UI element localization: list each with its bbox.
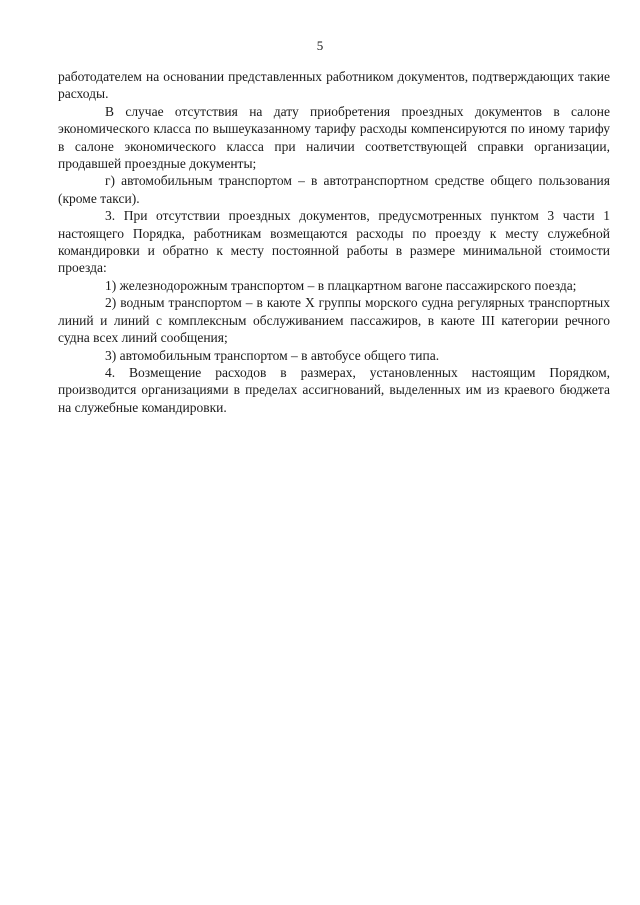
- paragraph-item-2-water: 2) водным транспортом – в каюте X группы морского судна регулярных транспортных линий и линий с комплексным обслуживанием пассажиров, в каюте III категории речного судна всех линий сообщения;: [58, 295, 610, 346]
- paragraph-item-3-automobile: 3) автомобильным транспортом – в автобусе общего типа.: [105, 347, 440, 363]
- paragraph-item-1-railway: 1) железнодорожным транспортом – в плацкартном вагоне пассажирского поезда;: [105, 277, 577, 293]
- paragraph-continuation: работодателем на основании представленных работником документов, подтверждающих такие расходы.: [58, 69, 610, 102]
- document-body: [58, 68, 610, 416]
- paragraph-item-g-automobile: г) автомобильным транспортом – в автотранспортном средстве общего пользования (кроме такси).: [58, 173, 610, 206]
- page-number: 5: [316, 38, 324, 53]
- paragraph-section-3: 3. При отсутствии проездных документов, предусмотренных пунктом 3 части 1 настоящего Порядка, работникам возмещаются расходы по проезду к месту служебной командировки и обратно к месту постоянной работы в размере минимальной стоимости проезда:: [58, 208, 610, 276]
- paragraph-section-4: 4. Возмещение расходов в размерах, установленных настоящим Порядком, производится организациями в пределах ассигнований, выделенных им из краевого бюджета на служебные командировки.: [58, 364, 610, 415]
- paragraph-economy-class: В случае отсутствия на дату приобретения проездных документов в салоне экономического класса по вышеуказанному тарифу расходы компенсируются по иному тарифу в салоне экономического класса при наличии соответствующей справки организации, продавшей проездные документы;: [58, 103, 610, 172]
